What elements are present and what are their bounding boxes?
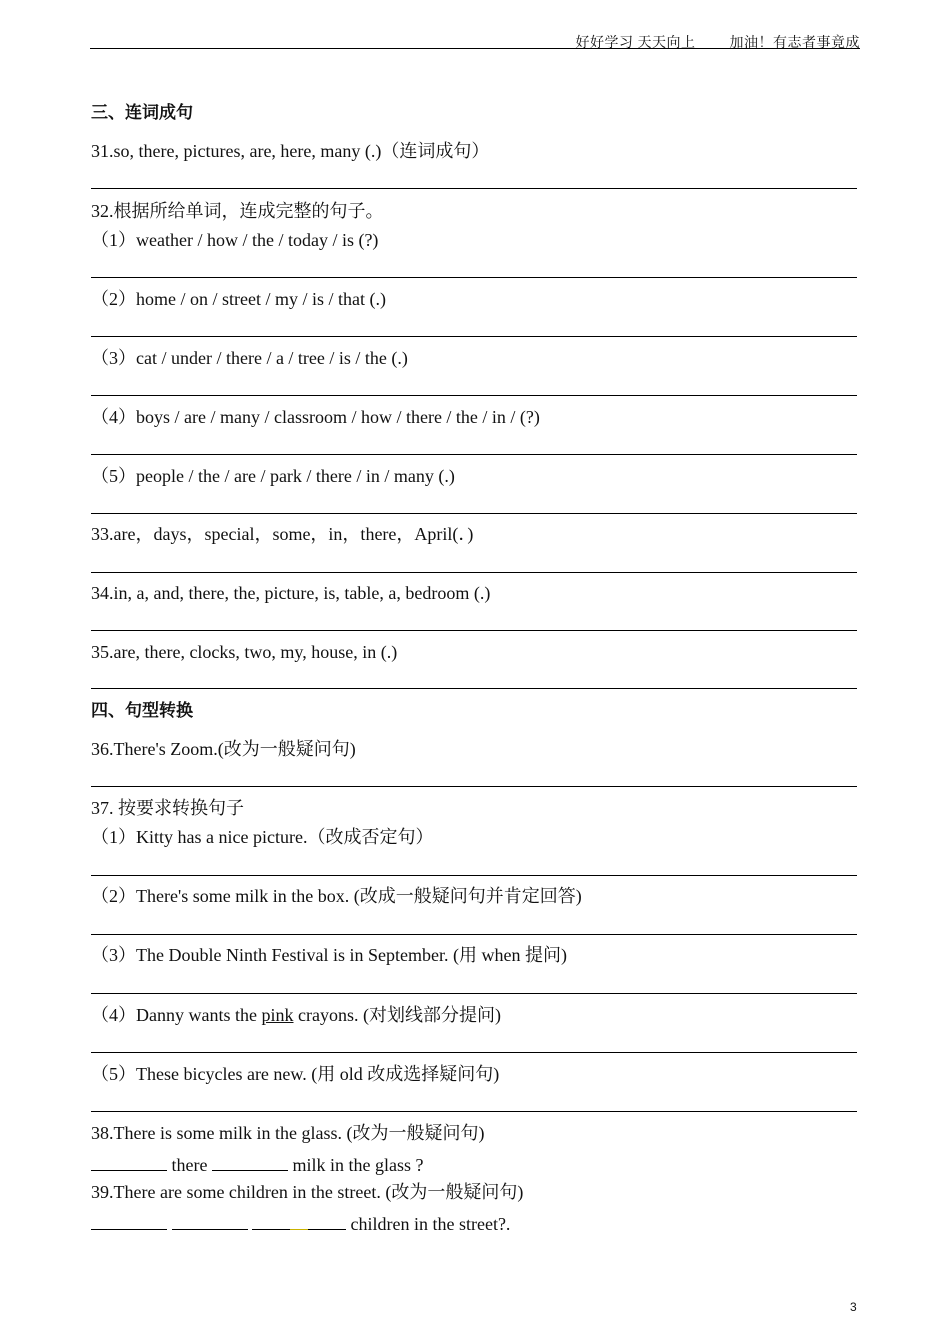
question-32: 32.根据所给单词，连成完整的句子。	[91, 201, 384, 221]
answer-line-37-4[interactable]	[91, 1052, 857, 1053]
header-left-motto: 好好学习 天天向上	[575, 36, 696, 51]
answer-line-37-2[interactable]	[91, 934, 857, 935]
underlined-word: pink	[261, 1005, 294, 1025]
question-37: 37. 按要求转换句子	[91, 798, 244, 818]
question-39-fill	[91, 1211, 510, 1235]
page-header	[90, 32, 860, 52]
fill-word-there: there	[171, 1155, 208, 1175]
highlight-mark	[290, 1229, 308, 1230]
question-37-item-2: （2）There's some milk in the box. (改成一般疑问句并肯定回答)	[91, 886, 582, 906]
question-37-item-3: （3）The Double Ninth Festival is in September. (用 when 提问)	[91, 945, 567, 965]
answer-line-32-4[interactable]	[91, 454, 857, 455]
answer-line-32-1[interactable]	[91, 277, 857, 278]
question-32-item-3: （3）cat / under / there / a / tree / is / the (.)	[91, 348, 408, 368]
answer-line-32-2[interactable]	[91, 336, 857, 337]
fill-word-tail: milk in the glass ?	[292, 1155, 424, 1175]
answer-line-32-3[interactable]	[91, 395, 857, 396]
question-34: 34.in, a, and, there, the, picture, is, table, a, bedroom (.)	[91, 583, 491, 603]
section-3-title: 三、连词成句	[91, 103, 193, 123]
fill-word-tail-39: children in the street?.	[350, 1214, 511, 1234]
question-38: 38.There is some milk in the glass. (改为一般疑问句)	[91, 1123, 485, 1143]
question-35: 35.are, there, clocks, two, my, house, in (.)	[91, 642, 398, 662]
blank-39-1[interactable]	[91, 1211, 167, 1230]
blank-38-1[interactable]	[91, 1152, 167, 1171]
blank-39-3[interactable]	[252, 1211, 346, 1230]
question-37-item-1: （1）Kitty has a nice picture.（改成否定句）	[91, 827, 434, 847]
question-36: 36.There's Zoom.(改为一般疑问句)	[91, 739, 356, 759]
item-4-prefix: （4）Danny wants the	[91, 1005, 262, 1025]
question-38-fill	[91, 1152, 423, 1176]
answer-line-34[interactable]	[91, 630, 857, 631]
answer-line-36[interactable]	[91, 786, 857, 787]
answer-line-31[interactable]	[91, 188, 857, 189]
answer-line-37-5[interactable]	[91, 1111, 857, 1112]
answer-line-37-1[interactable]	[91, 875, 857, 876]
answer-line-35[interactable]	[91, 688, 857, 689]
answer-line-33[interactable]	[91, 572, 857, 573]
question-32-item-5: （5）people / the / are / park / there / in / many (.)	[91, 466, 455, 486]
page-number: 3	[850, 1300, 857, 1314]
blank-38-2[interactable]	[212, 1152, 288, 1171]
blank-39-2[interactable]	[172, 1211, 248, 1230]
question-32-item-2: （2）home / on / street / my / is / that (.)	[91, 289, 386, 309]
header-right-motto: 加油！有志者事竟成	[729, 36, 860, 51]
section-4-title: 四、句型转换	[91, 701, 193, 721]
question-37-item-5: （5）These bicycles are new. (用 old 改成选择疑问句)	[91, 1064, 500, 1084]
question-31: 31.so, there, pictures, are, here, many (.)（连词成句）	[91, 141, 490, 161]
question-32-item-1: （1）weather / how / the / today / is (?)	[91, 230, 379, 250]
question-33: 33.are，days，special，some，in，there，April(．)	[91, 524, 474, 544]
answer-line-37-3[interactable]	[91, 993, 857, 994]
item-4-suffix: crayons. (对划线部分提问)	[293, 1005, 501, 1025]
question-32-item-4: （4）boys / are / many / classroom / how / there / the / in / (?)	[91, 407, 540, 427]
answer-line-32-5[interactable]	[91, 513, 857, 514]
question-37-item-4	[91, 1004, 501, 1026]
question-39: 39.There are some children in the street. (改为一般疑问句)	[91, 1182, 524, 1202]
header-rule	[90, 48, 860, 49]
